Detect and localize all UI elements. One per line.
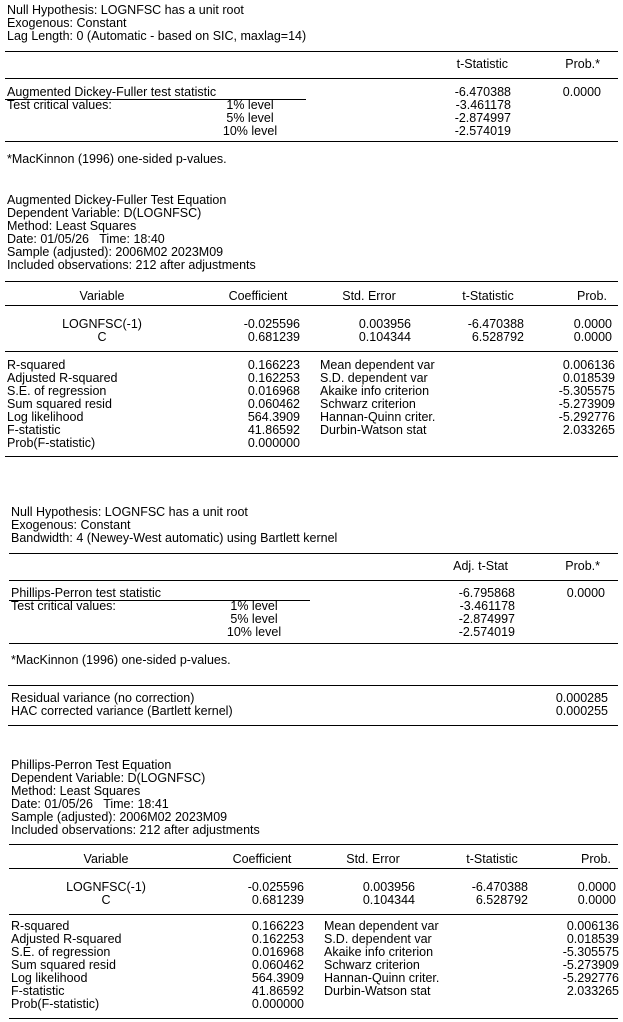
stat-label: Akaike info criterion (324, 945, 434, 959)
variance-label: Residual variance (no correction) (11, 691, 195, 705)
coefficient-value: 0.681239 (251, 893, 304, 907)
coefficient-value: 6.528792 (471, 330, 524, 344)
table-rule (5, 351, 618, 352)
coefficient-value: 0.0000 (573, 330, 612, 344)
variance-value: 0.000285 (555, 691, 608, 705)
stat-value: -5.305575 (562, 945, 619, 959)
critical-value: -2.874997 (458, 612, 515, 626)
stat-value: 564.3909 (247, 410, 300, 424)
coefficient-value: 0.0000 (577, 880, 616, 894)
column-header: Adj. t-Stat (453, 559, 508, 573)
critical-level: 1% level (230, 599, 278, 613)
critical-value: -3.461178 (459, 599, 515, 613)
test-statistic-prob: 0.0000 (566, 586, 605, 600)
table-rule (5, 141, 618, 142)
critical-value: -2.574019 (454, 124, 511, 138)
table-rule (8, 685, 618, 686)
stat-label: Log likelihood (7, 410, 84, 424)
stat-label: Adjusted R-squared (7, 371, 118, 385)
stat-label: Adjusted R-squared (11, 932, 122, 946)
equation-info-line: Date: 01/05/26 Time: 18:41 (11, 797, 169, 811)
stat-value: -5.305575 (558, 384, 615, 398)
stat-label: S.D. dependent var (324, 932, 432, 946)
stat-value: 0.060462 (247, 397, 300, 411)
table-rule (9, 553, 618, 554)
equation-info-line: Included observations: 212 after adjustments (7, 258, 256, 272)
column-header: Coefficient (232, 852, 292, 866)
stat-label: Prob(F-statistic) (7, 436, 96, 450)
stat-label: F-statistic (11, 984, 65, 998)
stat-value: -5.273909 (562, 958, 619, 972)
column-header: t-Statistic (462, 289, 514, 303)
equation-info-line: Method: Least Squares (11, 784, 141, 798)
table-rule (9, 1018, 618, 1019)
coefficient-value: 0.104344 (362, 893, 415, 907)
equation-info-line: Method: Least Squares (7, 219, 137, 233)
stat-label: Mean dependent var (320, 358, 435, 372)
stat-value: 0.018539 (566, 932, 619, 946)
stat-value: 0.000000 (247, 436, 300, 450)
column-header: Prob. (581, 852, 611, 866)
footnote: *MacKinnon (1996) one-sided p-values. (7, 152, 227, 166)
table-rule (9, 914, 618, 915)
coefficient-value: -0.025596 (243, 317, 300, 331)
stat-label: Prob(F-statistic) (11, 997, 100, 1011)
null-hypothesis-line: Bandwidth: 4 (Newey-West automatic) using Bartlett kernel (11, 531, 338, 545)
coefficient-value: -6.470388 (467, 317, 524, 331)
stat-value: 41.86592 (251, 984, 304, 998)
null-hypothesis-line: Exogenous: Constant (7, 16, 127, 30)
critical-level: 10% level (222, 124, 278, 138)
stat-value: 0.166223 (251, 919, 304, 933)
equation-info-line: Included observations: 212 after adjustments (11, 823, 260, 837)
equation-info-line: Sample (adjusted): 2006M02 2023M09 (7, 245, 224, 259)
variable-name: C (97, 330, 107, 344)
stat-value: -5.292776 (562, 971, 619, 985)
stat-label: S.E. of regression (11, 945, 111, 959)
table-rule (9, 580, 618, 581)
stat-label: S.E. of regression (7, 384, 107, 398)
stat-value: 0.016968 (251, 945, 304, 959)
table-rule (5, 78, 618, 79)
stat-label: Durbin-Watson stat (320, 423, 427, 437)
table-rule (8, 725, 618, 726)
stat-value: 0.018539 (562, 371, 615, 385)
coefficient-value: 0.0000 (577, 893, 616, 907)
stat-label: R-squared (7, 358, 66, 372)
stat-value: 0.006136 (566, 919, 619, 933)
stat-value: 0.162253 (251, 932, 304, 946)
stat-value: 2.033265 (566, 984, 619, 998)
coefficient-value: 0.003956 (358, 317, 411, 331)
column-header: Variable (83, 852, 129, 866)
critical-values-label: Test critical values: (11, 599, 116, 613)
stat-label: Schwarz criterion (320, 397, 416, 411)
stat-label: F-statistic (7, 423, 61, 437)
stat-label: Sum squared resid (11, 958, 116, 972)
stat-value: -5.273909 (558, 397, 615, 411)
critical-value: -2.874997 (454, 111, 511, 125)
variance-value: 0.000255 (555, 704, 608, 718)
stat-value: 564.3909 (251, 971, 304, 985)
stat-value: 0.166223 (247, 358, 300, 372)
stat-value: 0.016968 (247, 384, 300, 398)
column-header: Prob.* (565, 57, 600, 71)
stat-label: Sum squared resid (7, 397, 112, 411)
critical-value: -2.574019 (458, 625, 515, 639)
column-header: Std. Error (346, 852, 400, 866)
stat-value: 41.86592 (247, 423, 300, 437)
stat-label: S.D. dependent var (320, 371, 428, 385)
footnote: *MacKinnon (1996) one-sided p-values. (11, 653, 231, 667)
table-rule (9, 868, 618, 869)
test-statistic-label: Augmented Dickey-Fuller test statistic (7, 85, 217, 99)
coefficient-value: 0.104344 (358, 330, 411, 344)
column-header: t-Statistic (466, 852, 518, 866)
null-hypothesis-line: Null Hypothesis: LOGNFSC has a unit root (7, 3, 244, 17)
null-hypothesis-line: Null Hypothesis: LOGNFSC has a unit root (11, 505, 248, 519)
variable-name: C (101, 893, 111, 907)
stat-value: 0.162253 (247, 371, 300, 385)
table-rule (5, 305, 618, 306)
stat-label: Mean dependent var (324, 919, 439, 933)
coefficient-value: -0.025596 (247, 880, 304, 894)
test-statistic-value: -6.470388 (454, 85, 511, 99)
table-rule (9, 844, 618, 845)
critical-level: 5% level (226, 111, 274, 125)
stat-label: R-squared (11, 919, 70, 933)
stat-value: 0.000000 (251, 997, 304, 1011)
stat-label: Log likelihood (11, 971, 88, 985)
equation-info-line: Sample (adjusted): 2006M02 2023M09 (11, 810, 228, 824)
column-header: Prob.* (565, 559, 600, 573)
equation-info-line: Dependent Variable: D(LOGNFSC) (11, 771, 206, 785)
column-header: Std. Error (342, 289, 396, 303)
coefficient-value: 0.681239 (247, 330, 300, 344)
stat-label: Akaike info criterion (320, 384, 430, 398)
table-rule (5, 51, 618, 52)
equation-info-line: Dependent Variable: D(LOGNFSC) (7, 206, 202, 220)
coefficient-value: -6.470388 (471, 880, 528, 894)
column-header: Variable (79, 289, 125, 303)
coefficient-value: 0.003956 (362, 880, 415, 894)
variable-name: LOGNFSC(-1) (62, 317, 142, 331)
critical-level: 1% level (226, 98, 274, 112)
critical-level: 10% level (226, 625, 282, 639)
stat-value: 2.033265 (562, 423, 615, 437)
stat-value: 0.060462 (251, 958, 304, 972)
equation-info-line: Augmented Dickey-Fuller Test Equation (7, 193, 227, 207)
critical-value: -3.461178 (455, 98, 511, 112)
stat-label: Durbin-Watson stat (324, 984, 431, 998)
column-header: Coefficient (228, 289, 288, 303)
equation-info-line: Phillips-Perron Test Equation (11, 758, 172, 772)
stat-label: Hannan-Quinn criter. (320, 410, 436, 424)
table-rule (5, 456, 618, 457)
table-rule (5, 281, 618, 282)
critical-values-label: Test critical values: (7, 98, 112, 112)
coefficient-value: 0.0000 (573, 317, 612, 331)
variable-name: LOGNFSC(-1) (66, 880, 146, 894)
stat-label: Hannan-Quinn criter. (324, 971, 440, 985)
test-statistic-label: Phillips-Perron test statistic (11, 586, 162, 600)
column-header: Prob. (577, 289, 607, 303)
stat-value: 0.006136 (562, 358, 615, 372)
test-statistic-prob: 0.0000 (562, 85, 601, 99)
critical-level: 5% level (230, 612, 278, 626)
stat-value: -5.292776 (558, 410, 615, 424)
equation-info-line: Date: 01/05/26 Time: 18:40 (7, 232, 165, 246)
null-hypothesis-line: Lag Length: 0 (Automatic - based on SIC, maxlag=14) (7, 29, 307, 43)
stat-label: Schwarz criterion (324, 958, 420, 972)
test-statistic-value: -6.795868 (458, 586, 515, 600)
table-rule (9, 643, 618, 644)
null-hypothesis-line: Exogenous: Constant (11, 518, 131, 532)
coefficient-value: 6.528792 (475, 893, 528, 907)
column-header: t-Statistic (456, 57, 508, 71)
variance-label: HAC corrected variance (Bartlett kernel) (11, 704, 233, 718)
